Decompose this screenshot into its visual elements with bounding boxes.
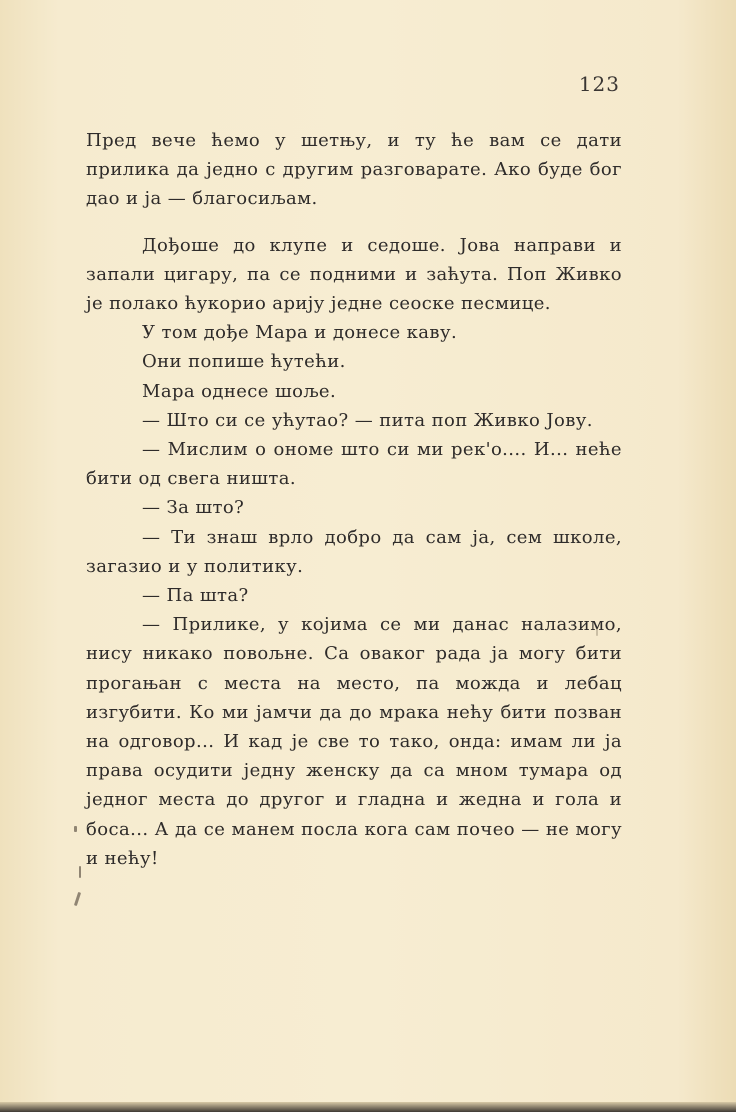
paragraph: — Што си се ућутао? — пита поп Живко Јову. [142,409,593,431]
paragraph: Пред вече ћемо у шетњу, и ту ће вам се дати прилика да једно с другим разговарате. Ако буде бог дао и ја — благосиљам. [86,130,622,210]
paragraph: — Ти знаш врло добро да сам ја, сем школе, загазио и у политику. [86,526,622,577]
ink-mark [596,628,598,636]
paragraph: — За што? [142,497,245,519]
ink-mark [79,866,81,878]
body-text [86,126,622,873]
page-number: 123 [578,72,620,96]
paragraph: Они попише ћутећи. [142,351,346,373]
paragraph: Дођоше до клупе и седоше. Јова направи и запали цигару, па се подними и заћута. Поп Живко је полако ћукорио арију једне сеоске песмице. [86,234,622,315]
ink-mark [74,892,81,906]
paragraph: — Прилике, у којима се ми данас налазимо, нису никако повољне. Са оваког рада ја могу бити прогањан с места на место, па можда и лебац изгубити. Ко ми јамчи да до мрака нећу бити позван на одговор... И кад је све то тако, онда: имам ли ја права осудити једну женску да са мном тумара од једног места до другог и гладна и жедна и гола и боса... А да се манем посла кога сам почео — не могу и нећу! [86,614,622,869]
ink-mark [74,826,77,832]
paragraph: — Мислим о ономе што си ми рек'о.... И... неће бити од свега ништа. [86,439,622,490]
paragraph: — Па шта? [142,585,249,607]
paragraph: У том дође Мара и донесе каву. [142,322,458,344]
page-bottom-edge [0,1102,736,1112]
paragraph: Мара однесе шоље. [142,380,337,402]
